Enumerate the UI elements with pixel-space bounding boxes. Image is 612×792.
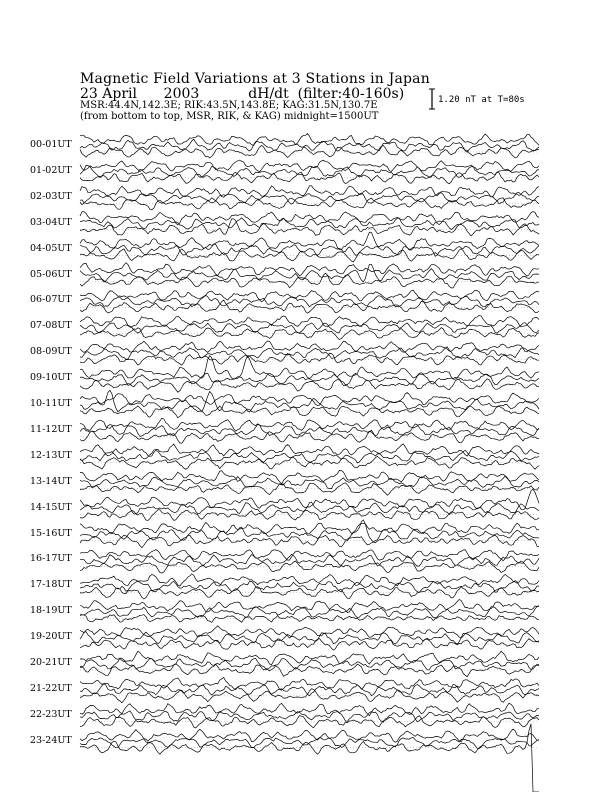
- row-label-03-04UT: 03-04UT: [30, 216, 72, 228]
- trace-RIK-21-22UT: [80, 684, 539, 696]
- row-label-23-24UT: 23-24UT: [30, 734, 72, 746]
- row-label-07-08UT: 07-08UT: [30, 320, 72, 332]
- row-label-16-17UT: 16-17UT: [30, 553, 72, 565]
- row-label-20-21UT: 20-21UT: [30, 657, 72, 668]
- trace-RIK-22-23UT: [80, 711, 539, 722]
- trace-MSR-07-08UT: [80, 328, 539, 340]
- trace-KAG-17-18UT: [80, 574, 539, 586]
- row-label-09-10UT: 09-10UT: [30, 372, 72, 384]
- row-label-02-03UT: 02-03UT: [30, 190, 72, 202]
- trace-RIK-16-17UT: [80, 554, 539, 566]
- row-label-22-23UT: 22-23UT: [30, 708, 72, 720]
- trace-MSR-16-17UT: [80, 561, 539, 573]
- date-filter-line: 23 April 2003 dH/dt (filter:40-160s): [80, 85, 405, 102]
- trace-KAG-08-09UT: [80, 341, 539, 352]
- row-label-05-06UT: 05-06UT: [30, 268, 72, 280]
- trace-RIK-09-10UT: [80, 373, 539, 385]
- row-label-18-19UT: 18-19UT: [30, 605, 72, 617]
- row-label-06-07UT: 06-07UT: [30, 294, 72, 306]
- row-label-17-18UT: 17-18UT: [30, 579, 72, 591]
- row-label-19-20UT: 19-20UT: [30, 631, 72, 643]
- row-label-12-13UT: 12-13UT: [30, 449, 72, 461]
- trace-KAG-03-04UT: [80, 212, 539, 225]
- trace-MSR-13-14UT: [80, 483, 539, 495]
- trace-MSR-04-05UT: [80, 249, 539, 262]
- row-label-13-14UT: 13-14UT: [30, 475, 72, 487]
- trace-KAG-18-19UT: [80, 599, 539, 612]
- trace-RIK-10-11UT: [80, 390, 539, 412]
- row-label-00-01UT: 00-01UT: [30, 139, 72, 150]
- trace-KAG-01-02UT: [80, 160, 539, 172]
- row-label-10-11UT: 10-11UT: [30, 398, 72, 409]
- trace-RIK-00-01UT: [80, 139, 539, 152]
- stations-line: MSR:44.4N,142.3E; RIK:43.5N,143.8E; KAG:31.5N,130.7E: [80, 100, 378, 112]
- trace-MSR-05-06UT: [80, 273, 539, 288]
- trace-RIK-15-16UT: [80, 520, 539, 542]
- trace-MSR-14-15UT: [80, 510, 539, 521]
- trace-KAG-14-15UT: [80, 489, 539, 510]
- row-label-08-09UT: 08-09UT: [30, 346, 72, 358]
- trace-MSR-18-19UT: [80, 615, 539, 623]
- chart-title: Magnetic Field Variations at 3 Stations in Japan: [80, 71, 430, 87]
- row-label-15-16UT: 15-16UT: [30, 527, 72, 539]
- trace-KAG-00-01UT: [80, 134, 539, 146]
- trace-RIK-07-08UT: [80, 323, 539, 334]
- trace-KAG-21-22UT: [80, 677, 539, 690]
- trace-MSR-17-18UT: [80, 587, 539, 599]
- scale-label: 1.20 nT at T=80s: [438, 95, 525, 105]
- trace-MSR-19-20UT: [80, 639, 539, 651]
- trace-MSR-01-02UT: [80, 172, 539, 184]
- trace-KAG-05-06UT: [80, 263, 539, 277]
- order-note: (from bottom to top, MSR, RIK, & KAG) midnight=1500UT: [80, 110, 379, 122]
- row-label-01-02UT: 01-02UT: [30, 164, 72, 176]
- trace-MSR-10-11UT: [80, 406, 539, 418]
- trace-RIK-06-07UT: [80, 295, 539, 306]
- trace-RIK-13-14UT: [80, 476, 539, 489]
- trace-KAG-12-13UT: [80, 444, 539, 456]
- trace-RIK-20-21UT: [80, 658, 539, 670]
- trace-KAG-16-17UT: [80, 550, 539, 561]
- trace-RIK-01-02UT: [80, 166, 539, 178]
- row-label-21-22UT: 21-22UT: [30, 682, 72, 694]
- trace-KAG-11-12UT: [80, 418, 539, 431]
- trace-MSR-09-10UT: [80, 379, 539, 392]
- trace-KAG-13-14UT: [80, 470, 539, 484]
- row-label-04-05UT: 04-05UT: [30, 242, 72, 254]
- trace-KAG-15-16UT: [80, 523, 539, 534]
- trace-KAG-23-24UT: [80, 729, 539, 742]
- trace-RIK-19-20UT: [80, 632, 539, 644]
- row-label-11-12UT: 11-12UT: [30, 423, 72, 435]
- row-label-14-15UT: 14-15UT: [30, 501, 72, 513]
- trace-RIK-17-18UT: [80, 581, 539, 593]
- trace-MSR-23-24UT: [80, 724, 539, 792]
- trace-MSR-08-09UT: [80, 353, 539, 365]
